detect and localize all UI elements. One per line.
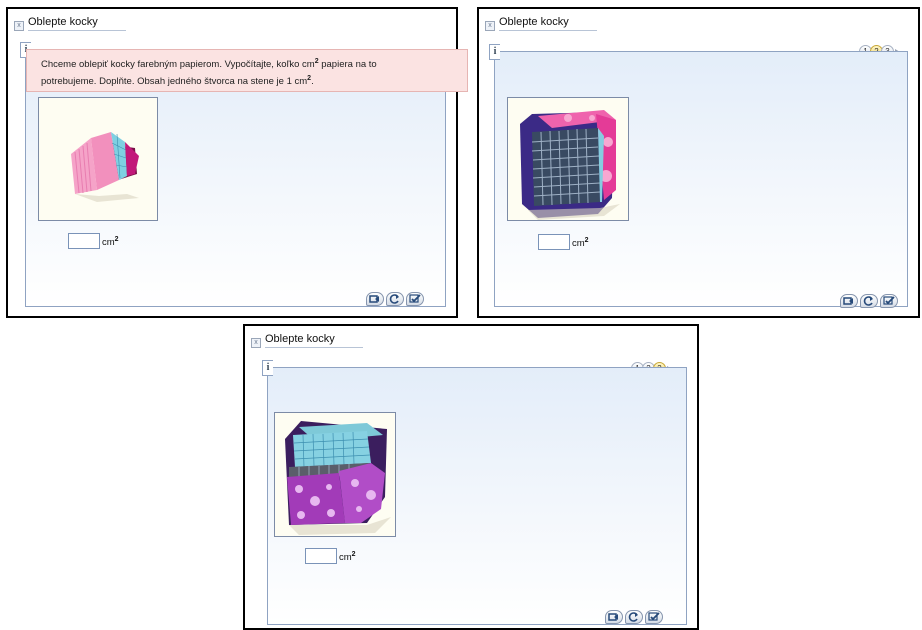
check-icon: [648, 612, 660, 622]
reset-button[interactable]: [860, 294, 878, 308]
close-icon[interactable]: x: [14, 21, 24, 31]
answer-input[interactable]: [68, 233, 100, 249]
task-instructions: Chceme oblepiť kocky farebným papierom. Vypočítajte, koľko $cm^2$ papiera na to potrebujeme. Doplňte. Obsah jedného štvorca na stene je 1 $cm^2$.: [26, 49, 468, 92]
cube-image-frame: [274, 412, 396, 537]
check-icon: [409, 294, 421, 304]
check-button[interactable]: [880, 294, 898, 308]
back-icon: [369, 294, 381, 304]
unit-label: $cm^2$: [339, 550, 356, 563]
close-icon[interactable]: x: [251, 338, 261, 348]
window-title: Oblepte kocky: [499, 16, 597, 31]
info-icon[interactable]: i: [489, 44, 500, 60]
reset-icon: [389, 294, 401, 304]
answer-input[interactable]: [538, 234, 570, 250]
control-buttons: [605, 610, 663, 624]
control-buttons: [366, 292, 424, 306]
back-button[interactable]: [366, 292, 384, 306]
reset-icon: [863, 296, 875, 306]
answer-field: [305, 548, 356, 564]
exercise-window-1: [6, 7, 458, 318]
unit-label: $cm^2$: [102, 235, 119, 248]
wrapped-cube-illustration: [508, 98, 630, 222]
wrapped-cube-illustration: [39, 98, 159, 222]
window-title: Oblepte kocky: [265, 333, 363, 348]
back-icon: [608, 612, 620, 622]
window-title: Oblepte kocky: [28, 16, 126, 31]
cube-image-frame: [507, 97, 629, 221]
cube-image-frame: [38, 97, 158, 221]
reset-button[interactable]: [386, 292, 404, 306]
answer-field: [68, 233, 119, 249]
reset-icon: [628, 612, 640, 622]
title-bar: [251, 332, 363, 348]
check-icon: [883, 296, 895, 306]
unit-label: $cm^2$: [572, 236, 589, 249]
title-bar: [485, 15, 597, 31]
control-buttons: [840, 294, 898, 308]
exercise-window-2: [477, 7, 920, 318]
back-button[interactable]: [840, 294, 858, 308]
answer-input[interactable]: [305, 548, 337, 564]
check-button[interactable]: [645, 610, 663, 624]
reset-button[interactable]: [625, 610, 643, 624]
info-icon[interactable]: i: [262, 360, 273, 376]
back-button[interactable]: [605, 610, 623, 624]
wrapped-cube-illustration: [275, 413, 397, 538]
check-button[interactable]: [406, 292, 424, 306]
exercise-window-3: [243, 324, 699, 630]
back-icon: [843, 296, 855, 306]
close-icon[interactable]: x: [485, 21, 495, 31]
answer-field: [538, 234, 589, 250]
title-bar: [14, 15, 126, 31]
